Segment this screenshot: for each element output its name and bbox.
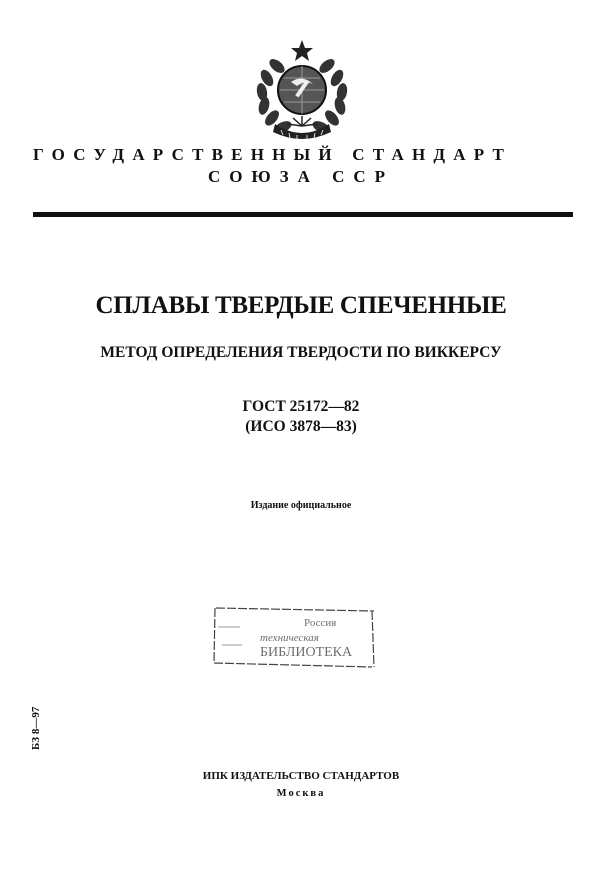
edition-label: Издание официальное: [250, 500, 352, 511]
document-title: СПЛАВЫ ТВЕРДЫЕ СПЕЧЕННЫЕ: [95, 292, 507, 319]
stamp-line-2: техническая: [260, 632, 319, 644]
publisher-name: ИПК ИЗДАТЕЛЬСТВО СТАНДАРТОВ: [202, 770, 400, 782]
iso-number: (ИСО 3878—83): [245, 418, 357, 435]
stamp-line-1: Россия: [304, 617, 337, 629]
header-divider: [33, 212, 573, 217]
side-code: БЗ 8—97: [30, 706, 42, 750]
document-subtitle: МЕТОД ОПРЕДЕЛЕНИЯ ТВЕРДОСТИ ПО ВИККЕРСУ: [100, 344, 502, 361]
standard-designation: [0, 397, 602, 437]
gost-number: ГОСТ 25172—82: [242, 398, 360, 415]
ussr-emblem-icon: [253, 38, 351, 142]
header-union-label: СОЮЗА ССР: [207, 167, 395, 186]
header-standard-label: ГОСУДАРСТВЕННЫЙ СТАНДАРТ: [33, 145, 513, 164]
publisher-city: Москва: [276, 788, 326, 799]
library-stamp: [212, 605, 376, 669]
stamp-line-3: БИБЛИОТЕКА: [260, 645, 353, 660]
